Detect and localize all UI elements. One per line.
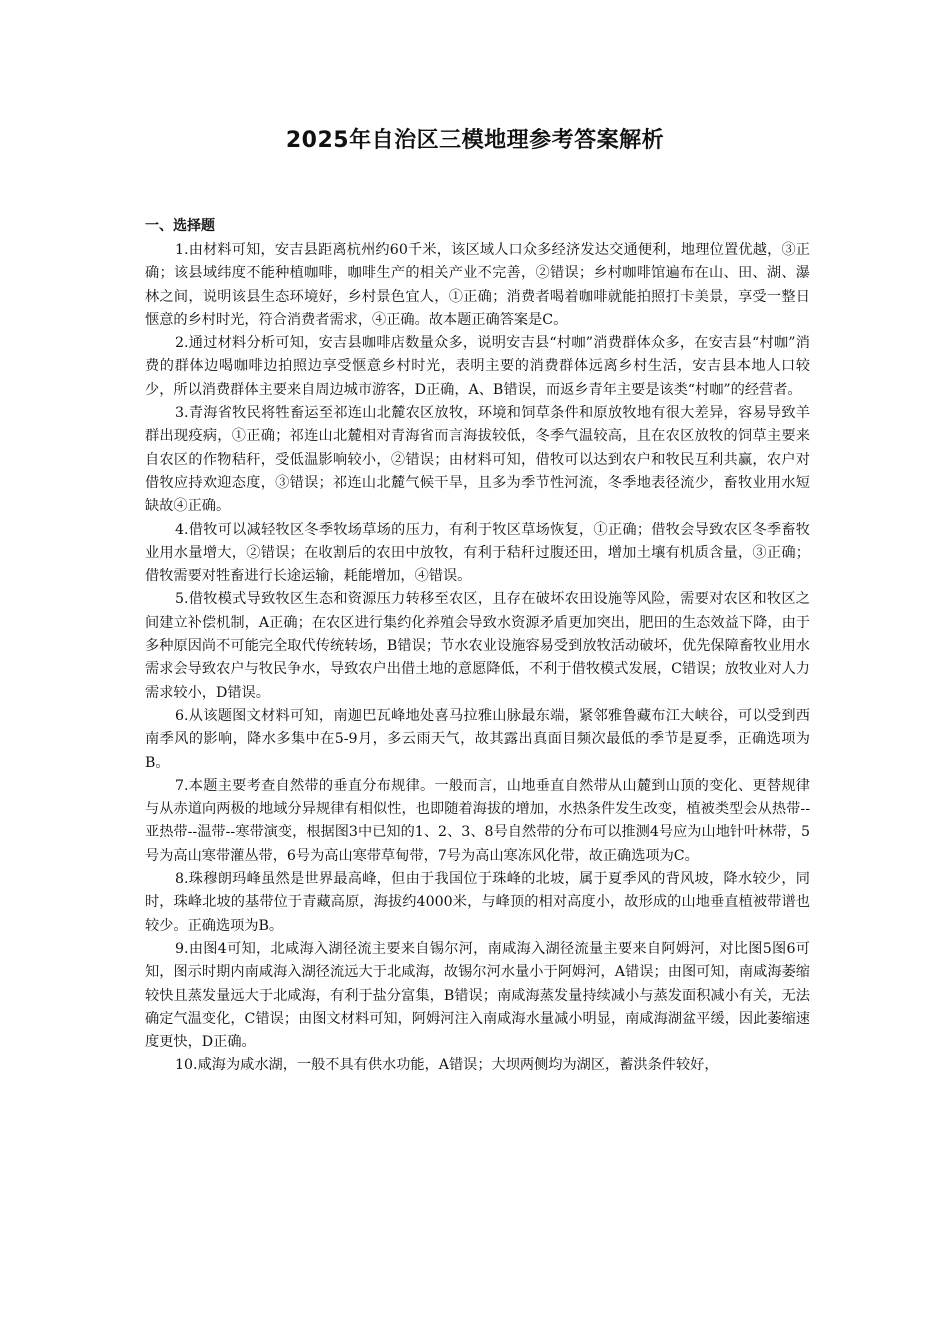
answer-paragraph-2: 2.通过材料分析可知，安吉县咖啡店数量众多，说明安吉县“村咖”消费群体众多，在安吉县“村咖”消费的群体边喝咖啡边拍照边享受惬意乡村时光，表明主要的消费群体远离乡村生活，安吉县本地人口较少，所以消费群体主要来自周边城市游客，D正确，A、B错误，而返乡青年主要是该类“村咖”的经营者。 <box>145 335 810 398</box>
answer-list <box>145 239 810 1078</box>
answer-paragraph-7: 7.本题主要考查自然带的垂直分布规律。一般而言，山地垂直自然带从山麓到山顶的变化、更替规律与从赤道向两极的地域分异规律有相似性，也即随着海拔的增加，水热条件发生改变，植被类型会从热带--亚热带--温带--寒带演变，根据图3中已知的1、2、3、8号自然带的分布可以推测4号应为山地针叶林带，5号为高山寒带灌丛带，6号为高山寒带草甸带，7号为高山寒冻风化带，故正确选项为C。 <box>145 777 810 864</box>
answer-paragraph-1: 1.由材料可知，安吉县距离杭州约60千米，该区域人口众多经济发达交通便利，地理位置优越，③正确；该县域纬度不能种植咖啡，咖啡生产的相关产业不完善，②错误；乡村咖啡馆遍布在山、田、湖、瀑林之间，说明该县生态环境好，乡村景色宜人，①正确；消费者喝着咖啡就能拍照打卡美景，享受一整日惬意的乡村时光，符合消费者需求，④正确。故本题正确答案是C。 <box>145 242 810 328</box>
answer-paragraph-3: 3.青海省牧民将牲畜运至祁连山北麓农区放牧，环境和饲草条件和原放牧地有很大差异，容易导致羊群出现疫病，①正确；祁连山北麓相对青海省而言海拔较低，冬季气温较高，且在农区放牧的饲草主要来自农区的作物秸秆，受低温影响较小，②错误；由材料可知，借牧可以达到农户和牧民互利共赢，农户对借牧应持欢迎态度，③错误；祁连山北麓气候干旱，且多为季节性河流，冬季地表径流少，畜牧业用水短缺故④正确。 <box>145 405 810 515</box>
section-heading: 一、选择题 <box>145 218 215 234</box>
answer-paragraph-10: 10.咸海为咸水湖，一般不具有供水功能，A错误；大坝两侧均为湖区，蓄洪条件较好， <box>175 1057 719 1074</box>
answer-paragraph-6: 6.从该题图文材料可知，南迦巴瓦峰地处喜马拉雅山脉最东端，紧邻雅鲁藏布江大峡谷，可以受到西南季风的影响，降水多集中在5-9月，多云雨天气，故其露出真面目频次最低的季节是夏季，正确选项为B。 <box>145 707 810 771</box>
page-title: 2025年自治区三模地理参考答案解析 <box>285 128 665 153</box>
answer-paragraph-8: 8.珠穆朗玛峰虽然是世界最高峰，但由于我国位于珠峰的北坡，属于夏季风的背风坡，降水较少，同时，珠峰北坡的基带位于青藏高原，海拔约4000米，与峰顶的相对高度小，故形成的山地垂直植被带谱也较少。正确选项为B。 <box>145 871 810 934</box>
answer-paragraph-4: 4.借牧可以减轻牧区冬季牧场草场的压力，有利于牧区草场恢复，①正确；借牧会导致农区冬季畜牧业用水量增大，②错误；在收割后的农田中放牧，有利于秸秆过腹还田，增加土壤有机质含量，③正确；借牧需要对牲畜进行长途运输，耗能增加，④错误。 <box>145 521 810 585</box>
answer-paragraph-5: 5.借牧模式导致牧区生态和资源压力转移至农区，且存在破坏农田设施等风险，需要对农区和牧区之间建立补偿机制，A正确；在农区进行集约化养殖会导致水资源矛盾更加突出，肥田的生态效益下降，由于多种原因尚不可能完全取代传统转场，B错误；节水农业设施容易受到放牧活动破坏，优先保障畜牧业用水需求会导致农户与牧民争水，导致农户出借土地的意愿降低，不利于借牧模式发展，C错误；放牧业对人力需求较小，D错误。 <box>145 591 810 701</box>
answer-paragraph-9: 9.由图4可知，北咸海入湖径流主要来自锡尔河，南咸海入湖径流量主要来自阿姆河，对比图5图6可知，图示时期内南咸海入湖径流远大于北咸海，故锡尔河水量小于阿姆河，A错误；由图可知，南咸海萎缩较快且蒸发量远大于北咸海，有利于盐分富集，B错误；南咸海蒸发量持续减小与蒸发面积减小有关，无法确定气温变化，C错误；由图文材料可知，阿姆河注入南咸海水量减小明显，南咸海湖盆平缓，因此萎缩速度更快，D正确。 <box>145 940 810 1051</box>
